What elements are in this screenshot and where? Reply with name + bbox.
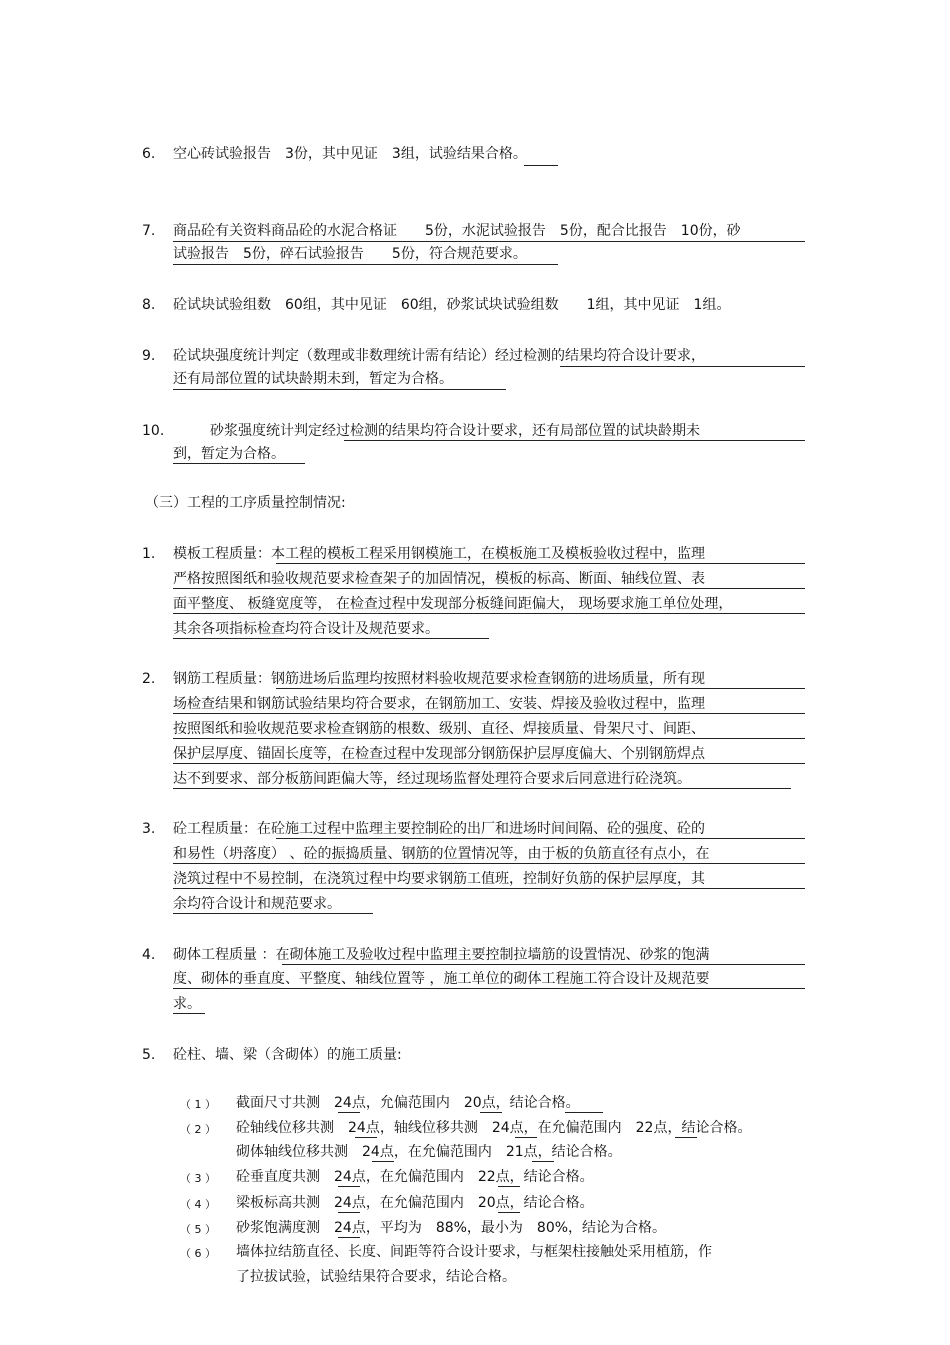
underline <box>355 1137 377 1138</box>
underline <box>532 1161 554 1162</box>
item-7-number: 7. <box>142 223 156 239</box>
underline <box>173 389 506 390</box>
underline <box>524 165 558 166</box>
q2-line: 保护层厚度、锚固长度等，在检查过程中发现部分钢筋保护层厚度偏大、个别钢筋焊点 <box>173 746 705 762</box>
underline <box>173 888 805 889</box>
item-7-line-2: 试验报告 5份，碎石试验报告 5份，符合规范要求。 <box>173 246 527 262</box>
underline <box>344 440 805 441</box>
underline <box>173 913 373 914</box>
q3-line: 余均符合设计和规范要求。 <box>173 896 341 912</box>
q2-line: 达不到要求、部分板筋间距偏大等，经过现场监督处理符合要求后同意进行砼浇筑。 <box>173 771 691 787</box>
sub-6-line-2: 了拉拔试验，试验结果符合要求，结论合格。 <box>236 1269 516 1285</box>
underline <box>498 1186 520 1187</box>
sub-1-line: 截面尺寸共测 24点，允偏范围内 20点，结论合格。 <box>236 1095 580 1111</box>
underline <box>276 838 805 839</box>
underline <box>276 563 805 564</box>
q1-number: 1. <box>142 546 156 562</box>
q1-line: 严格按照图纸和验收规范要求检查架子的加固情况，模板的标高、断面、轴线位置、表 <box>173 571 705 587</box>
q1-line: 模板工程质量：本工程的模板工程采用钢模施工，在模板施工及模板验收过程中，监理 <box>173 546 705 562</box>
sub-5-number: （ 5 ） <box>180 1223 216 1236</box>
sub-2-line-2: 砌体轴线位移共测 24点，在允偏范围内 21点，结论合格。 <box>236 1144 622 1160</box>
q3-line: 浇筑过程中不易控制，在浇筑过程中均要求钢筋工值班，控制好负筋的保护层厚度，其 <box>173 871 705 887</box>
sub-5-line: 砂浆饱满度测 24点，平均为 88%，最小为 80%，结论为合格。 <box>236 1220 667 1236</box>
underline <box>173 1013 205 1014</box>
q3-line: 和易性（坍落度） 、砼的振捣质量、钢筋的位置情况等，由于板的负筋直径有点小，在 <box>173 846 710 862</box>
underline <box>173 264 558 265</box>
item-7-line-1: 商品砼有关资料商品砼的水泥合格证 5份，水泥试验报告 5份，配合比报告 10份，砂 <box>173 223 741 239</box>
sub-4-number: （ 4 ） <box>180 1198 216 1211</box>
underline <box>282 964 805 965</box>
sub-1-number: （ 1 ） <box>180 1098 216 1111</box>
item-9-line-2: 还有局部位置的试块龄期未到，暂定为合格。 <box>173 371 453 387</box>
q2-line: 场检查结果和钢筋试验结果均符合要求，在钢筋加工、安装、焊接及验收过程中，监理 <box>173 696 705 712</box>
item-8-number: 8. <box>142 297 156 313</box>
sub-6-number: （ 6 ） <box>180 1247 216 1260</box>
underline <box>338 1237 360 1238</box>
q4-line: 度、砌体的垂直度、平整度、轴线位置等 ，施工单位的砌体工程施工符合设计及规范要 <box>173 971 710 987</box>
underline <box>173 463 305 464</box>
underline <box>173 241 805 242</box>
underline <box>173 738 805 739</box>
sub-6-line-1: 墙体拉结筋直径、长度、间距等符合设计要求，与框架柱接触处采用植筋，作 <box>236 1244 712 1260</box>
sub-3-number: （ 3 ） <box>180 1172 216 1185</box>
q5-number: 5. <box>142 1047 156 1063</box>
q3-number: 3. <box>142 821 156 837</box>
underline <box>338 1112 360 1113</box>
q1-line: 面平整度、 板缝宽度等， 在检查过程中发现部分板缝间距偏大， 现场要求施工单位处理， <box>173 596 733 612</box>
underline <box>675 1137 697 1138</box>
underline <box>338 1212 360 1213</box>
item-10-number: 10. <box>142 423 165 439</box>
item-9-number: 9. <box>142 348 156 364</box>
underline <box>173 863 805 864</box>
q4-number: 4. <box>142 947 156 963</box>
sub-2-number: （ 2 ） <box>180 1123 216 1136</box>
underline <box>173 613 805 614</box>
underline <box>173 788 791 789</box>
sub-2-line-1: 砼轴线位移共测 24点，轴线位移共测 24点，在允偏范围内 22点，结论合格。 <box>236 1120 752 1136</box>
underline <box>173 713 805 714</box>
q2-line: 钢筋工程质量：钢筋进场后监理均按照材料验收规范要求检查钢筋的进场质量，所有现 <box>173 671 705 687</box>
underline <box>173 763 805 764</box>
q4-line: 砌体工程质量 ：在砌体施工及验收过程中监理主要控制拉墙筋的设置情况、砂浆的饱满 <box>173 947 710 963</box>
underline <box>173 588 805 589</box>
item-6-text: 空心砖试验报告 3份，其中见证 3组，试验结果合格。 <box>173 146 527 162</box>
item-10-line-1: 砂浆强度统计判定经过检测的结果均符合设计要求，还有局部位置的试块龄期未 <box>210 423 700 439</box>
underline <box>560 366 805 367</box>
q2-line: 按照图纸和验收规范要求检查钢筋的根数、级别、直径、焊接质量、骨架尺寸、间距、 <box>173 721 705 737</box>
underline <box>173 638 489 639</box>
underline <box>515 1137 537 1138</box>
section-3-heading: （三）工程的工序质量控制情况: <box>145 495 346 511</box>
q1-line: 其余各项指标检查均符合设计及规范要求。 <box>173 621 439 637</box>
underline <box>173 988 805 989</box>
q5-title: 砼柱、墙、梁（含砌体）的施工质量: <box>173 1047 402 1063</box>
item-10-line-2: 到，暂定为合格。 <box>173 446 285 462</box>
item-8-text: 砼试块试验组数 60组，其中见证 60组，砂浆试块试验组数 1组，其中见证 1组。 <box>173 297 731 313</box>
underline <box>338 1186 360 1187</box>
q2-number: 2. <box>142 671 156 687</box>
underline <box>480 1112 502 1113</box>
q4-line: 求。 <box>173 996 201 1012</box>
sub-3-line: 砼垂直度共测 24点，在允偏范围内 22点，结论合格。 <box>236 1169 594 1185</box>
item-6-number: 6. <box>142 146 156 162</box>
underline <box>498 1212 520 1213</box>
underline <box>372 1161 394 1162</box>
underline <box>565 1112 603 1113</box>
q3-line: 砼工程质量：在砼施工过程中监理主要控制砼的出厂和进场时间间隔、砼的强度、砼的 <box>173 821 705 837</box>
sub-4-line: 梁板标高共测 24点，在允偏范围内 20点，结论合格。 <box>236 1195 594 1211</box>
underline <box>276 688 805 689</box>
item-9-line-1: 砼试块强度统计判定（数理或非数理统计需有结论）经过检测的结果均符合设计要求， <box>173 348 705 364</box>
